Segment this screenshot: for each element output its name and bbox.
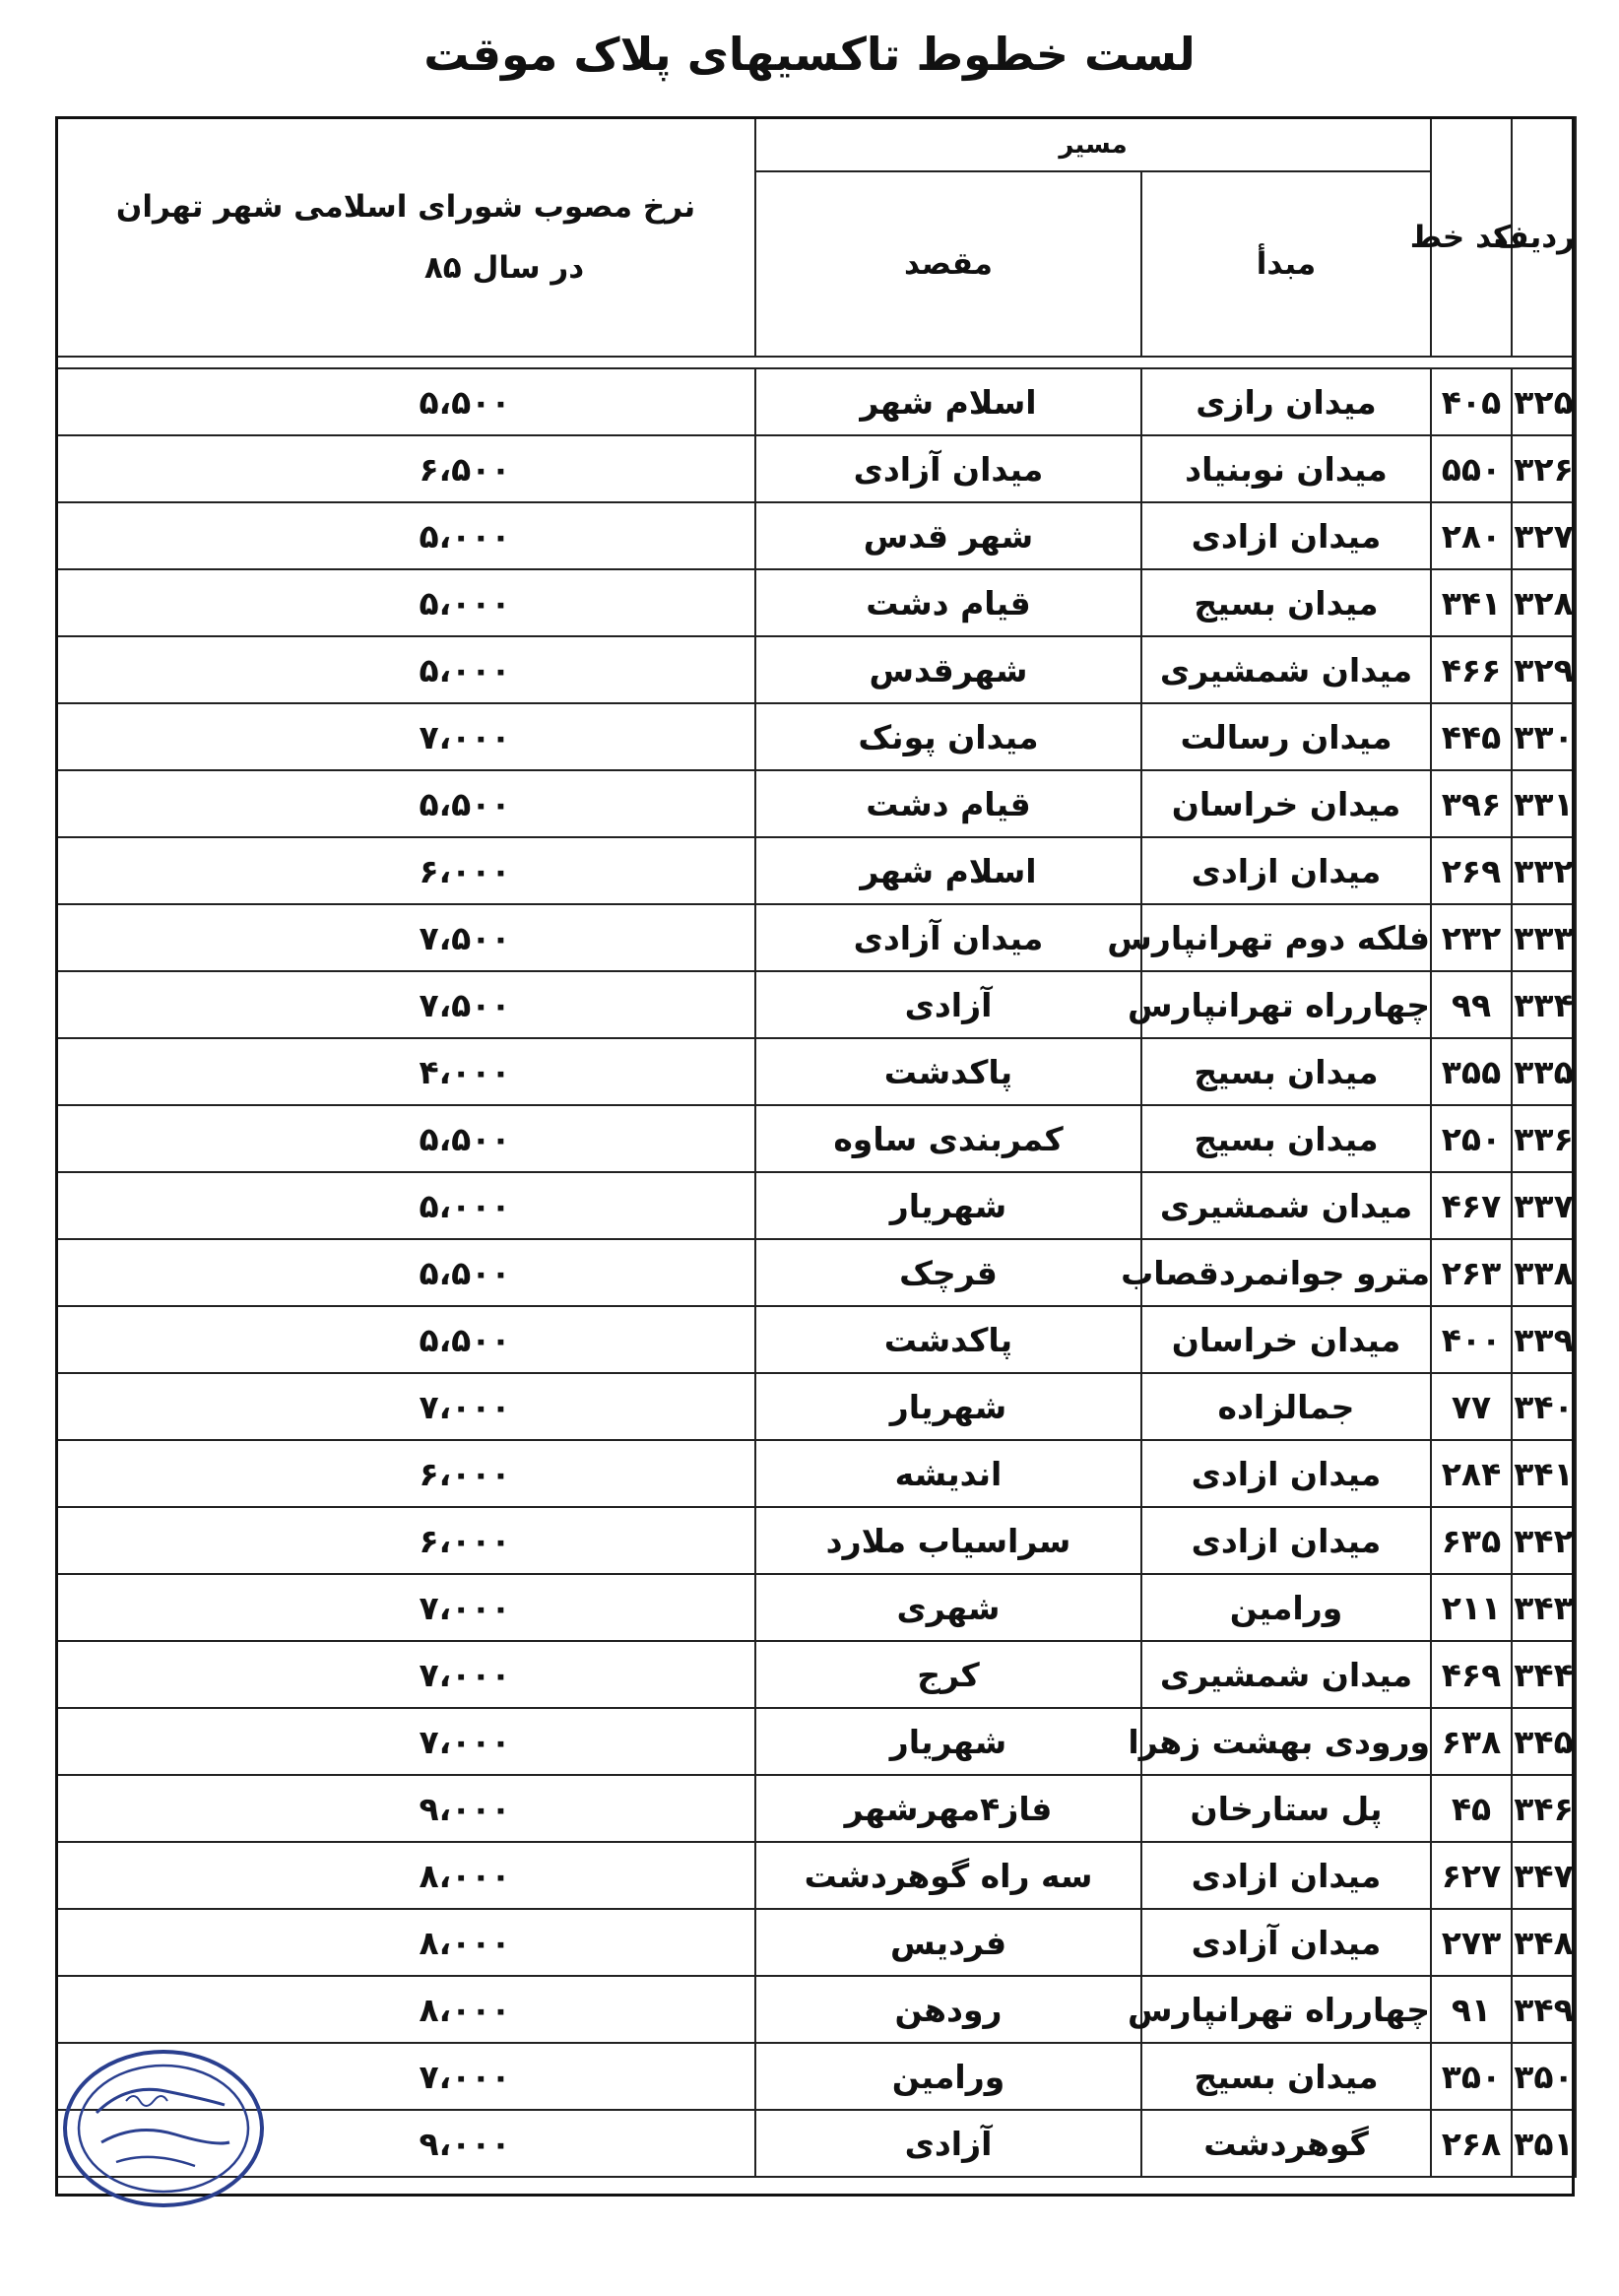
cell-destination: رودهن — [755, 1976, 1141, 2043]
cell-row-no: ۳۴۹ — [1512, 1976, 1576, 2043]
cell-row-no: ۳۴۱ — [1512, 1440, 1576, 1507]
cell-row-no: ۳۳۲ — [1512, 837, 1576, 904]
cell-destination: اسلام شهر — [755, 837, 1141, 904]
cell-origin: میدان شمشیری — [1141, 1641, 1431, 1708]
cell-destination: کرج — [755, 1641, 1141, 1708]
cell-destination: میدان آزادی — [755, 435, 1141, 502]
cell-row-no: ۳۳۵ — [1512, 1038, 1576, 1105]
cell-destination: شهریار — [755, 1373, 1141, 1440]
cell-line-code: ۳۴۱ — [1431, 569, 1512, 636]
cell-row-no: ۳۲۶ — [1512, 435, 1576, 502]
cell-origin: میدان ازادی — [1141, 837, 1431, 904]
cell-line-code: ۲۵۰ — [1431, 1105, 1512, 1172]
cell-row-no: ۳۳۰ — [1512, 703, 1576, 770]
cell-destination: فردیس — [755, 1909, 1141, 1976]
cell-destination: فاز۴مهرشهر — [755, 1775, 1141, 1842]
cell-destination: سه راه گوهردشت — [755, 1842, 1141, 1909]
cell-fare: ۵،۵۰۰ — [56, 1239, 755, 1306]
cell-origin: میدان شمشیری — [1141, 636, 1431, 703]
cell-row-no: ۳۲۵ — [1512, 368, 1576, 435]
cell-origin: گوهردشت — [1141, 2110, 1431, 2177]
cell-destination: میدان پونک — [755, 703, 1141, 770]
cell-fare: ۸،۰۰۰ — [56, 1976, 755, 2043]
cell-fare: ۶،۰۰۰ — [56, 1440, 755, 1507]
header-fare-line2: در سال ۸۵ — [423, 249, 585, 286]
cell-destination: پاکدشت — [755, 1306, 1141, 1373]
cell-fare: ۵،۰۰۰ — [56, 569, 755, 636]
cell-line-code: ۴۰۵ — [1431, 368, 1512, 435]
cell-row-no: ۳۴۳ — [1512, 1574, 1576, 1641]
cell-origin: میدان شمشیری — [1141, 1172, 1431, 1239]
cell-destination: شهرقدس — [755, 636, 1141, 703]
cell-line-code: ۲۸۰ — [1431, 502, 1512, 569]
cell-fare: ۶،۰۰۰ — [56, 837, 755, 904]
cell-row-no: ۳۳۹ — [1512, 1306, 1576, 1373]
cell-origin: میدان ازادی — [1141, 1507, 1431, 1574]
cell-line-code: ۶۲۷ — [1431, 1842, 1512, 1909]
cell-line-code: ۴۶۶ — [1431, 636, 1512, 703]
header-origin: مبدأ — [1141, 171, 1431, 357]
cell-row-no: ۳۴۷ — [1512, 1842, 1576, 1909]
cell-origin: میدان بسیج — [1141, 1038, 1431, 1105]
cell-line-code: ۹۹ — [1431, 971, 1512, 1038]
cell-origin: مترو جوانمردقصاب — [1141, 1239, 1431, 1306]
cell-fare: ۵،۵۰۰ — [56, 368, 755, 435]
cell-fare: ۷،۰۰۰ — [56, 1574, 755, 1641]
cell-origin: چهارراه تهرانپارس — [1141, 1976, 1431, 2043]
cell-line-code: ۲۱۱ — [1431, 1574, 1512, 1641]
cell-destination: اسلام شهر — [755, 368, 1141, 435]
cell-line-code: ۵۵۰ — [1431, 435, 1512, 502]
cell-row-no: ۳۴۵ — [1512, 1708, 1576, 1775]
cell-line-code: ۳۵۵ — [1431, 1038, 1512, 1105]
cell-fare: ۷،۰۰۰ — [56, 1373, 755, 1440]
cell-row-no: ۳۵۱ — [1512, 2110, 1576, 2177]
cell-fare: ۵،۰۰۰ — [56, 636, 755, 703]
cell-line-code: ۴۵ — [1431, 1775, 1512, 1842]
cell-origin: میدان خراسان — [1141, 770, 1431, 837]
cell-origin: میدان بسیج — [1141, 2043, 1431, 2110]
cell-fare: ۷،۰۰۰ — [56, 1708, 755, 1775]
cell-origin: پل ستارخان — [1141, 1775, 1431, 1842]
cell-origin: فلکه دوم تهرانپارس — [1141, 904, 1431, 971]
cell-destination: اندیشه — [755, 1440, 1141, 1507]
cell-line-code: ۷۷ — [1431, 1373, 1512, 1440]
header-destination: مقصد — [755, 171, 1141, 357]
cell-fare: ۵،۵۰۰ — [56, 770, 755, 837]
cell-line-code: ۶۳۸ — [1431, 1708, 1512, 1775]
cell-row-no: ۳۳۶ — [1512, 1105, 1576, 1172]
cell-line-code: ۲۶۸ — [1431, 2110, 1512, 2177]
cell-line-code: ۴۴۵ — [1431, 703, 1512, 770]
cell-destination: میدان آزادی — [755, 904, 1141, 971]
cell-fare: ۶،۰۰۰ — [56, 1507, 755, 1574]
cell-fare: ۶،۵۰۰ — [56, 435, 755, 502]
cell-origin: میدان خراسان — [1141, 1306, 1431, 1373]
cell-fare: ۷،۵۰۰ — [56, 904, 755, 971]
cell-row-no: ۳۳۸ — [1512, 1239, 1576, 1306]
cell-destination: ورامین — [755, 2043, 1141, 2110]
cell-line-code: ۴۶۹ — [1431, 1641, 1512, 1708]
cell-destination: قیام دشت — [755, 770, 1141, 837]
cell-row-no: ۳۳۳ — [1512, 904, 1576, 971]
cell-row-no: ۳۴۶ — [1512, 1775, 1576, 1842]
header-line-code: کد خط — [1431, 117, 1512, 357]
cell-row-no: ۳۲۹ — [1512, 636, 1576, 703]
cell-line-code: ۹۱ — [1431, 1976, 1512, 2043]
cell-line-code: ۳۵۰ — [1431, 2043, 1512, 2110]
header-route: مسیر — [755, 117, 1431, 171]
cell-fare: ۸،۰۰۰ — [56, 1842, 755, 1909]
cell-row-no: ۳۳۴ — [1512, 971, 1576, 1038]
cell-fare: ۷،۰۰۰ — [56, 1641, 755, 1708]
cell-line-code: ۲۶۹ — [1431, 837, 1512, 904]
cell-fare: ۵،۰۰۰ — [56, 502, 755, 569]
cell-origin: ورودی بهشت زهرا — [1141, 1708, 1431, 1775]
cell-origin: میدان آزادی — [1141, 1909, 1431, 1976]
cell-origin: میدان رسالت — [1141, 703, 1431, 770]
cell-line-code: ۳۹۶ — [1431, 770, 1512, 837]
cell-destination: آزادی — [755, 971, 1141, 1038]
cell-origin: میدان ازادی — [1141, 502, 1431, 569]
cell-fare: ۴،۰۰۰ — [56, 1038, 755, 1105]
cell-row-no: ۳۲۸ — [1512, 569, 1576, 636]
cell-fare: ۷،۰۰۰ — [56, 703, 755, 770]
cell-fare: ۵،۰۰۰ — [56, 1172, 755, 1239]
cell-line-code: ۴۰۰ — [1431, 1306, 1512, 1373]
cell-destination: پاکدشت — [755, 1038, 1141, 1105]
cell-fare: ۹،۰۰۰ — [56, 1775, 755, 1842]
cell-origin: میدان رازی — [1141, 368, 1431, 435]
cell-line-code: ۲۳۲ — [1431, 904, 1512, 971]
header-fare-line1: نرخ مصوب شورای اسلامی شهر تهران — [115, 188, 696, 225]
cell-destination: شهریار — [755, 1708, 1141, 1775]
cell-row-no: ۳۳۷ — [1512, 1172, 1576, 1239]
cell-row-no: ۳۵۰ — [1512, 2043, 1576, 2110]
cell-origin: میدان نوبنیاد — [1141, 435, 1431, 502]
cell-fare: ۷،۵۰۰ — [56, 971, 755, 1038]
cell-fare: ۵،۵۰۰ — [56, 1306, 755, 1373]
cell-line-code: ۲۷۳ — [1431, 1909, 1512, 1976]
cell-row-no: ۳۴۴ — [1512, 1641, 1576, 1708]
cell-fare: ۹،۰۰۰ — [56, 2110, 755, 2177]
cell-origin: میدان بسیج — [1141, 1105, 1431, 1172]
seal-stamp — [57, 2044, 269, 2213]
cell-row-no: ۳۴۲ — [1512, 1507, 1576, 1574]
cell-destination: شهری — [755, 1574, 1141, 1641]
cell-row-no: ۳۴۸ — [1512, 1909, 1576, 1976]
cell-destination: آزادی — [755, 2110, 1141, 2177]
cell-origin: میدان ازادی — [1141, 1440, 1431, 1507]
cell-origin: چهارراه تهرانپارس — [1141, 971, 1431, 1038]
cell-fare: ۸،۰۰۰ — [56, 1909, 755, 1976]
cell-row-no: ۳۳۱ — [1512, 770, 1576, 837]
cell-row-no: ۳۴۰ — [1512, 1373, 1576, 1440]
cell-origin: ورامین — [1141, 1574, 1431, 1641]
cell-line-code: ۴۶۷ — [1431, 1172, 1512, 1239]
header-row-no: ردیف — [1512, 117, 1576, 357]
cell-destination: کمربندی ساوه — [755, 1105, 1141, 1172]
cell-line-code: ۶۳۵ — [1431, 1507, 1512, 1574]
cell-destination: شهریار — [755, 1172, 1141, 1239]
cell-origin: میدان بسیج — [1141, 569, 1431, 636]
cell-destination: شهر قدس — [755, 502, 1141, 569]
table-frame — [55, 116, 1575, 2197]
cell-origin: جمالزاده — [1141, 1373, 1431, 1440]
cell-destination: قرچک — [755, 1239, 1141, 1306]
cell-origin: میدان ازادی — [1141, 1842, 1431, 1909]
cell-fare: ۵،۵۰۰ — [56, 1105, 755, 1172]
cell-row-no: ۳۲۷ — [1512, 502, 1576, 569]
cell-line-code: ۲۶۳ — [1431, 1239, 1512, 1306]
cell-destination: سراسیاب ملارد — [755, 1507, 1141, 1574]
cell-line-code: ۲۸۴ — [1431, 1440, 1512, 1507]
cell-destination: قیام دشت — [755, 569, 1141, 636]
cell-fare: ۷،۰۰۰ — [56, 2043, 755, 2110]
page-title: لست خطوط تاکسیهای پلاک موقت — [423, 28, 1196, 81]
